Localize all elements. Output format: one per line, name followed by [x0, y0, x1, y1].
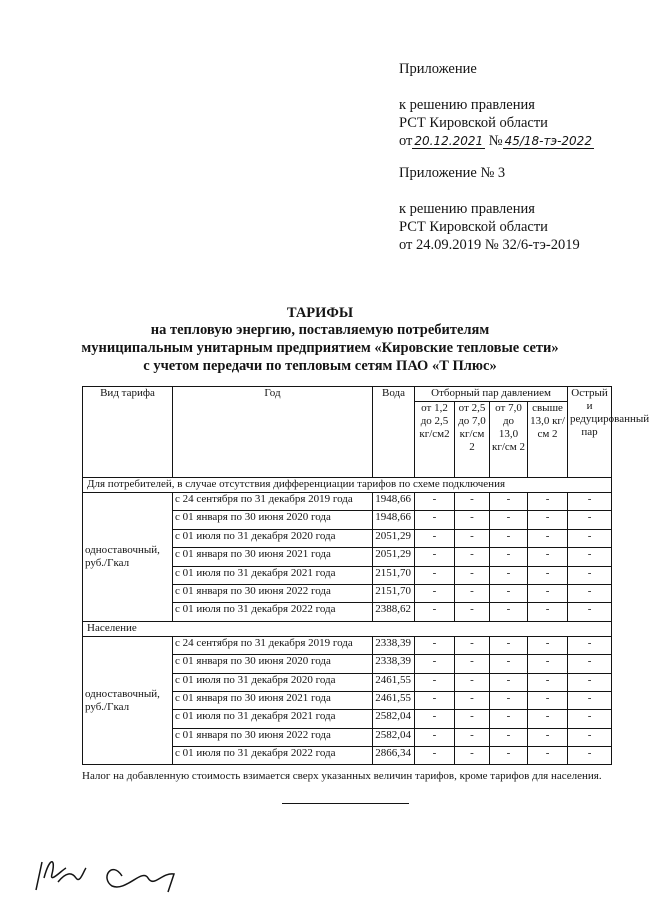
authority-line-2: РСТ Кировской области	[399, 219, 548, 235]
dash-cell: -	[568, 493, 612, 511]
dash-cell: -	[415, 548, 455, 566]
dash-cell: -	[490, 673, 528, 691]
dash-cell: -	[455, 655, 490, 673]
decision-line-2: к решению правления	[399, 201, 535, 217]
water-value: 2338,39	[373, 655, 415, 673]
dash-cell: -	[415, 691, 455, 709]
dash-cell: -	[490, 728, 528, 746]
water-value: 2338,39	[373, 636, 415, 654]
dash-cell: -	[528, 691, 568, 709]
water-value: 2151,70	[373, 584, 415, 602]
header-p4: свыше 13,0 кг/см 2	[528, 402, 568, 478]
dash-cell: -	[490, 584, 528, 602]
water-value: 2461,55	[373, 691, 415, 709]
table-row	[83, 493, 612, 511]
period-cell: с 24 сентября по 31 декабря 2019 года	[173, 636, 373, 654]
dash-cell: -	[455, 710, 490, 728]
period-cell: с 01 января по 30 июня 2020 года	[173, 511, 373, 529]
period-cell: с 01 июля по 31 декабря 2021 года	[173, 566, 373, 584]
period-cell: с 01 января по 30 июня 2022 года	[173, 584, 373, 602]
period-cell: с 01 июля по 31 декабря 2020 года	[173, 529, 373, 547]
header-god: Год	[173, 387, 373, 478]
dash-cell: -	[528, 529, 568, 547]
dash-cell: -	[568, 655, 612, 673]
water-value: 2388,62	[373, 603, 415, 621]
water-value: 1948,66	[373, 511, 415, 529]
period-cell: с 01 января по 30 июня 2020 года	[173, 655, 373, 673]
period-cell: с 01 июля по 31 декабря 2022 года	[173, 603, 373, 621]
dash-cell: -	[568, 584, 612, 602]
header-p3: от 7,0 до 13,0 кг/см 2	[490, 402, 528, 478]
number-sign: №	[488, 133, 503, 149]
doc-title: ТАРИФЫ	[286, 305, 354, 321]
water-value: 2582,04	[373, 710, 415, 728]
closing-rule	[282, 803, 409, 804]
dash-cell: -	[490, 529, 528, 547]
dash-cell: -	[415, 493, 455, 511]
dash-cell: -	[455, 493, 490, 511]
period-cell: с 01 июля по 31 декабря 2020 года	[173, 673, 373, 691]
tariff-type: одноставочный, руб./Гкал	[83, 636, 173, 765]
dash-cell: -	[415, 566, 455, 584]
dash-cell: -	[528, 584, 568, 602]
dash-cell: -	[455, 548, 490, 566]
dash-cell: -	[455, 511, 490, 529]
dash-cell: -	[568, 728, 612, 746]
dash-cell: -	[528, 747, 568, 765]
water-value: 2051,29	[373, 548, 415, 566]
dash-cell: -	[490, 493, 528, 511]
dash-cell: -	[528, 566, 568, 584]
header-p1: от 1,2 до 2,5 кг/см2	[415, 402, 455, 478]
header-otbor: Отборный пар давлением	[415, 387, 568, 402]
dash-cell: -	[528, 636, 568, 654]
dash-cell: -	[490, 691, 528, 709]
title-line-4: с учетом передачи по тепловым сетям ПАО «Т Плюс»	[143, 358, 497, 374]
dash-cell: -	[568, 603, 612, 621]
dash-cell: -	[528, 603, 568, 621]
handwritten-number: 45/18-тэ-2022	[504, 134, 592, 148]
dash-cell: -	[528, 493, 568, 511]
dash-cell: -	[455, 636, 490, 654]
tariff-table	[82, 386, 649, 765]
dash-cell: -	[490, 603, 528, 621]
dash-cell: -	[415, 511, 455, 529]
dash-cell: -	[415, 728, 455, 746]
dash-cell: -	[455, 728, 490, 746]
dash-cell: -	[490, 655, 528, 673]
dash-cell: -	[568, 636, 612, 654]
dash-cell: -	[415, 747, 455, 765]
decision-date-line-2: от 24.09.2019 № 32/6-тэ-2019	[399, 237, 580, 253]
dash-cell: -	[490, 710, 528, 728]
dash-cell: -	[490, 548, 528, 566]
period-cell: с 01 января по 30 июня 2021 года	[173, 691, 373, 709]
header-p2: от 2,5 до 7,0 кг/см 2	[455, 402, 490, 478]
header-voda: Вода	[373, 387, 415, 478]
dash-cell: -	[455, 673, 490, 691]
dash-cell: -	[528, 673, 568, 691]
dash-cell: -	[415, 603, 455, 621]
tariff-type: одноставочный, руб./Гкал	[83, 493, 173, 622]
header-vid: Вид тарифа	[83, 387, 173, 478]
period-cell: с 01 января по 30 июня 2022 года	[173, 728, 373, 746]
table-row	[83, 636, 612, 654]
dash-cell: -	[415, 673, 455, 691]
dash-cell: -	[568, 511, 612, 529]
dash-cell: -	[455, 566, 490, 584]
section-title: Население	[83, 621, 612, 636]
dash-cell: -	[568, 747, 612, 765]
section-row	[83, 621, 612, 636]
dash-cell: -	[415, 710, 455, 728]
dash-cell: -	[490, 566, 528, 584]
dash-cell: -	[455, 529, 490, 547]
dash-cell: -	[528, 655, 568, 673]
dash-cell: -	[490, 511, 528, 529]
dash-cell: -	[568, 529, 612, 547]
dash-cell: -	[455, 603, 490, 621]
water-value: 2582,04	[373, 728, 415, 746]
dash-cell: -	[528, 728, 568, 746]
title-line-3: муниципальным унитарным предприятием «Кировские тепловые сети»	[81, 340, 559, 356]
authority-line: РСТ Кировской области	[399, 115, 548, 131]
title-line-2: на тепловую энергию, поставляемую потребителям	[150, 322, 490, 338]
dash-cell: -	[568, 710, 612, 728]
dash-cell: -	[415, 529, 455, 547]
water-value: 2151,70	[373, 566, 415, 584]
dash-cell: -	[455, 584, 490, 602]
ot-label: от	[399, 133, 413, 149]
dash-cell: -	[528, 548, 568, 566]
dash-cell: -	[415, 655, 455, 673]
dash-cell: -	[455, 691, 490, 709]
dash-cell: -	[568, 673, 612, 691]
dash-cell: -	[415, 636, 455, 654]
dash-cell: -	[528, 511, 568, 529]
dash-cell: -	[568, 566, 612, 584]
dash-cell: -	[568, 691, 612, 709]
vat-note: Налог на добавленную стоимость взимается сверх указанных величин тарифов, кроме тарифов для населения.	[82, 770, 602, 782]
period-cell: с 24 сентября по 31 декабря 2019 года	[173, 493, 373, 511]
section-row	[83, 478, 612, 493]
appendix-label: Приложение	[399, 61, 477, 77]
decision-line: к решению правления	[399, 97, 535, 113]
section-title: Для потребителей, в случае отсутствия дифференциации тарифов по схеме подключения	[83, 478, 612, 493]
dash-cell: -	[455, 747, 490, 765]
dash-cell: -	[490, 747, 528, 765]
table-body	[83, 387, 649, 765]
water-value: 2051,29	[373, 529, 415, 547]
decision-date-line	[399, 131, 594, 151]
water-value: 2461,55	[373, 673, 415, 691]
dash-cell: -	[415, 584, 455, 602]
signatures	[22, 848, 192, 898]
dash-cell: -	[490, 636, 528, 654]
period-cell: с 01 января по 30 июня 2021 года	[173, 548, 373, 566]
dash-cell: -	[568, 548, 612, 566]
dash-cell: -	[528, 710, 568, 728]
header-ostr: Острый и редуцированный пар	[568, 387, 612, 478]
appendix3-label: Приложение № 3	[399, 165, 506, 181]
water-value: 2866,34	[373, 747, 415, 765]
period-cell: с 01 июля по 31 декабря 2022 года	[173, 747, 373, 765]
handwritten-date: 20.12.2021	[414, 134, 484, 148]
period-cell: с 01 июля по 31 декабря 2021 года	[173, 710, 373, 728]
water-value: 1948,66	[373, 493, 415, 511]
